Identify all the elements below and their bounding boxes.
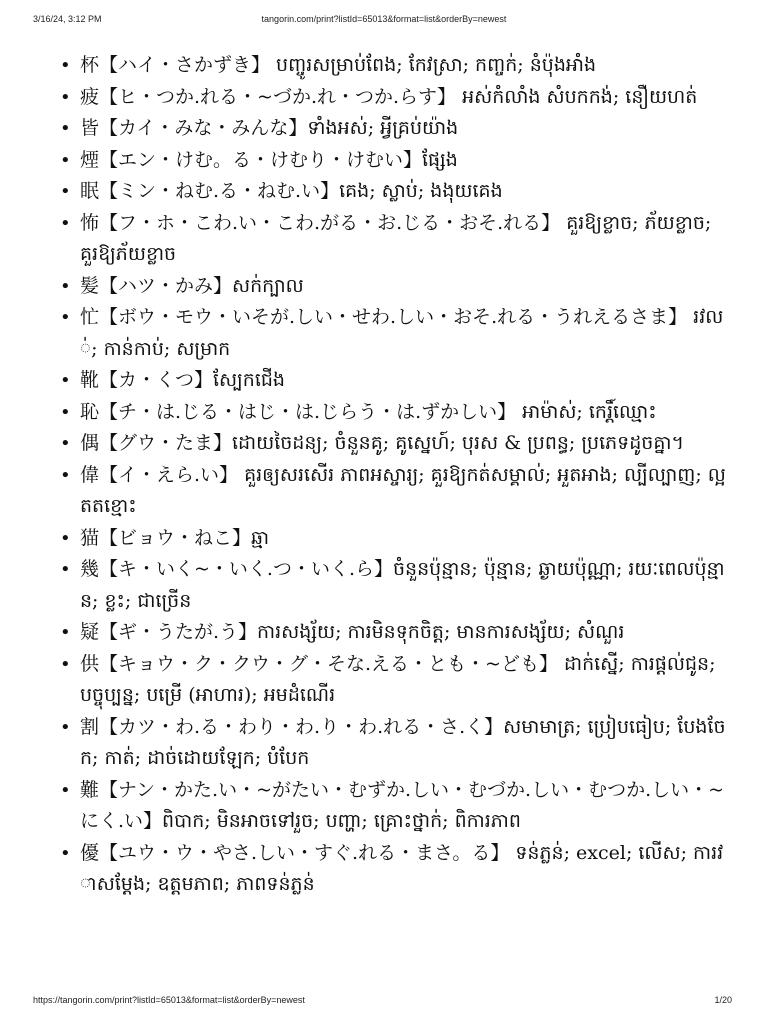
list-item: • 幾【キ・いく~・いく.つ・いく.ら】ចំនួនប៉ុន្មាន; ប៉ុន្មាន; ឆ្ងាយប៉ុណ្ណា; រយៈពេលប៉ុន្មាន; ខ្លះ; ជាច្រើន	[56, 554, 726, 617]
list-item: • 疑【ギ・うたが.う】ការសង្ស័យ; ការមិនទុកចិត្ត; មានការសង្ស័យ; សំណួរ	[56, 617, 726, 649]
list-item: • 皆【カイ・みな・みんな】ទាំងអស់; អ្វីគ្រប់យ៉ាង	[56, 113, 726, 145]
list-item: • 疲【ヒ・つか.れる・~づか.れ・つか.らす】 អស់កំលាំង សំបកកង់; នឿយហត់	[56, 82, 726, 114]
list-item: • 杯【ハイ・さかずき】 បញ្ចូរសម្រាប់ពែង; កែវស្រា; កញ្ចក់; នំប៉ុងអាំង	[56, 50, 726, 82]
list-item: • 猫【ビョウ・ねこ】ឆ្មា	[56, 523, 726, 555]
list-item: • 髪【ハツ・かみ】សក់ក្បាល	[56, 271, 726, 303]
list-item: • 偉【イ・えら.い】 គួរឲ្យសរសើរ ភាពអស្ចារ្យ; គួរឱ្យកត់សម្គាល់; អួតអាង; ល្បីល្បាញ; ល្អតតខ្មោះ	[56, 460, 726, 523]
print-header	[0, 14, 768, 26]
list-item: • 難【ナン・かた.い・~がたい・むずか.しい・むづか.しい・むつか.しい・~にく.い】ពិបាក; មិនអាចទៅរួច; បញ្ហា; គ្រោះថ្នាក់; ពិការភាព	[56, 775, 726, 838]
print-header-url: tangorin.com/print?listId=65013&format=list&orderBy=newest	[261, 14, 507, 24]
list-item: • 煙【エン・けむ。る・けむり・けむい】ផ្សែង	[56, 145, 726, 177]
list-item: • 供【キョウ・ク・クウ・グ・そな.える・とも・~ども】 ដាក់ស្នើ; ការផ្តល់ជូន; បច្ចុប្បន្ន; បម្រើ (អាហារ); អមដំណើរ	[56, 649, 726, 712]
vocabulary-list	[56, 50, 726, 901]
list-item: • 眠【ミン・ねむ.る・ねむ.い】គេង; ស្លាប់; ងងុយគេង	[56, 176, 726, 208]
list-item: • 偶【グウ・たま】ដោយចៃដន្យ; ចំនួនគូ; គូស្នេហ៍; បុរស & ប្រពន្ធ; ប្រភេទដូចគ្នា។	[56, 428, 726, 460]
list-item: • 優【ユウ・ウ・やさ.しい・すぐ.れる・まさ。る】 ទន់ភ្លន់; excel; លើស; ការវាសម្តែង; ឧត្តមភាព; ភាពទន់ភ្លន់	[56, 838, 726, 901]
list-item: • 忙【ボウ・モウ・いそが.しい・せわ.しい・おそ.れる・うれえるさま】 រវល់; កាន់កាប់; សម្រាក	[56, 302, 726, 365]
print-footer	[0, 995, 768, 1007]
page-number: 1/20	[714, 995, 732, 1005]
list-item: • 靴【カ・くつ】ស្បែកជើង	[56, 365, 726, 397]
list-item: • 怖【フ・ホ・こわ.い・こわ.がる・お.じる・おそ.れる】 គួរឱ្យខ្លាច; ភ័យខ្លាច; គួរឱ្យភ័យខ្លាច	[56, 208, 726, 271]
print-timestamp: 3/16/24, 3:12 PM	[33, 14, 102, 24]
print-footer-url: https://tangorin.com/print?listId=65013&format=list&orderBy=newest	[33, 995, 305, 1005]
list-item: • 割【カツ・わ.る・わり・わ.り・わ.れる・さ.く】សមាមាត្រ; ប្រៀបធៀប; បែងចែក; កាត់; ដាច់ដោយឡែក; បំបែក	[56, 712, 726, 775]
list-item: • 恥【チ・は.じる・はじ・は.じらう・は.ずかしい】 អាម៉ាស់; កេរ្តិ៍ឈ្មោះ	[56, 397, 726, 429]
